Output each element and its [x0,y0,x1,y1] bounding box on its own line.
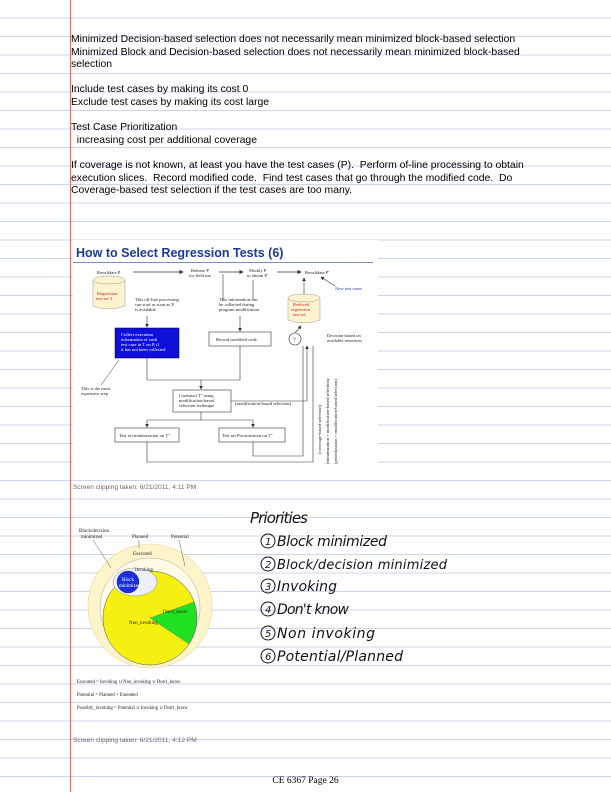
note-line-7: If coverage is not known, at least you have the test cases (P). Perform of-line processing to obtain execution slices. Record modified code. Find test cases that go through the modified code. Do Coverage-based test selection if the test cases are too many. [71,159,527,197]
priority-item-2: Block/decision minimized [277,558,447,573]
decision-note-2: available resources [327,338,363,343]
screen-clipping-caption-1: Screen clipping taken: 6/21/2011, 4:11 PM [73,484,197,491]
revalidate-p-label: Revalidate P [97,270,121,275]
note-line-5: Test Case Prioritization [71,122,178,134]
priority-number-3: 3 [265,582,272,593]
slide-title: How to Select Regression Tests (6) [76,246,284,260]
priority-number-4: 4 [265,605,272,616]
non-invoking-label: Non_invoking [129,621,158,626]
expensive-note-2: expensive step [81,391,108,396]
regression-flowchart-clipping [73,240,378,472]
priority-number-5: 5 [265,629,272,640]
info-note-2: be collected during [219,302,255,307]
priority-number-6: 6 [265,652,272,663]
handwritten-priorities [250,505,550,675]
venn-drawing [73,520,228,720]
invoking-label: Invoking [135,568,154,573]
block-decision-label-2: minimized [81,535,103,540]
priority-number-1: 1 [265,537,272,548]
decision-note: Decision based on [327,333,361,338]
priorities-heading: Priorities [250,509,308,527]
collect-box-text: Collect execution [121,332,154,337]
info-note-3: program modification [219,307,260,312]
vertical-label-minimization: (minimization + modification-based selection) [325,378,330,464]
collect-box-text-3: test case in T on P, if [121,342,159,347]
priority-item-3: Invoking [277,579,337,595]
handwriting-drawing [250,505,550,675]
regression-set-label: Regression [97,291,118,296]
block-decision-label: Block/decision [79,529,109,534]
block-minimized-label: minimized [119,584,141,589]
info-note: This information can [219,297,258,302]
flowchart-drawing [73,240,378,472]
priority-item-5: Non invoking [277,626,375,642]
vertical-label-coverage: (coverage-based selection) [317,404,322,454]
record-box-text: Record modified code [216,337,257,342]
reduced-set-label: Reduced [293,302,310,307]
priority-item-4: Don't know [277,602,349,618]
offline-note-3: is available [135,307,156,312]
new-test-cases-label: New test cases [335,286,363,291]
collect-box-text-4: it has not been collected [121,347,166,352]
construct-box-text-2: modification-based [179,398,215,403]
regression-set-label-2: test set T [96,296,113,301]
priority-number-2: 2 [265,560,272,571]
potential-label: Potential [171,535,189,540]
construct-box-text: Construct T'' using [179,393,214,398]
note-line-1: Minimized Decision-based selection does not necessarily mean minimized block-based selection [71,34,516,45]
note-line-3: Include test cases by making its cost 0 [71,84,249,96]
executed-label: Executed [133,552,152,557]
offline-note-2: can start as soon as P [135,302,174,307]
priority-item-1: Block minimized [277,534,387,550]
modification-label: (modification-based selection) [235,401,291,406]
note-line-6: increasing cost per additional coverage [71,134,257,146]
offline-note: This off-line processing [135,297,179,302]
reduced-set-label-3: test set [293,312,306,317]
modify-p-label-2: to obtain P' [247,273,268,278]
page-footer: CE 6367 Page 26 [272,776,339,786]
expensive-note: This is the most [81,386,111,391]
prioritization-box-text: Test set Prioritization on T'' [222,433,273,438]
equation-potential: Potential = Planned + Extended [77,693,138,698]
slide-title-rule [73,262,373,263]
typed-notes [71,34,541,198]
coverage-venn-clipping [73,520,228,720]
dont-know-label: Don't_know [163,610,188,615]
release-p-label-2: for field use [189,273,212,278]
note-line-4: Exclude test cases by making its cost large [71,96,270,108]
construct-box-text-3: selection technique [179,403,215,408]
minimization-box-text: Test set minimization on T'' [119,433,170,438]
revalidate-p2-label: Revalidate P' [305,270,330,275]
vertical-label-prioritization: (prioritization + modification-based selection) [333,379,338,464]
reduced-set-label-2: regression [291,307,310,312]
equation-executed: Executed = Invoking ∪ Non_invoking ∪ Don't_know [77,680,181,685]
note-line-2: Minimized Block and Decision-based selection does not necessarily mean minimized block-based selection [71,46,523,71]
priority-item-6: Potential/Planned [277,649,403,665]
release-p-label: Release P [191,268,209,273]
screen-clipping-caption-2: Screen clipping taken: 6/21/2011, 4:12 PM [73,737,197,744]
equation-possibly-invoking: Possibly_invoking = Potential ∪ Invoking ∪ Don't_know [77,706,188,711]
planned-label: Planned [132,535,149,540]
collect-box-text-2: information of each [121,337,158,342]
modify-p-label: Modify P [249,268,267,273]
block-label: Block [122,578,134,583]
decision-question-mark: ? [293,337,296,344]
